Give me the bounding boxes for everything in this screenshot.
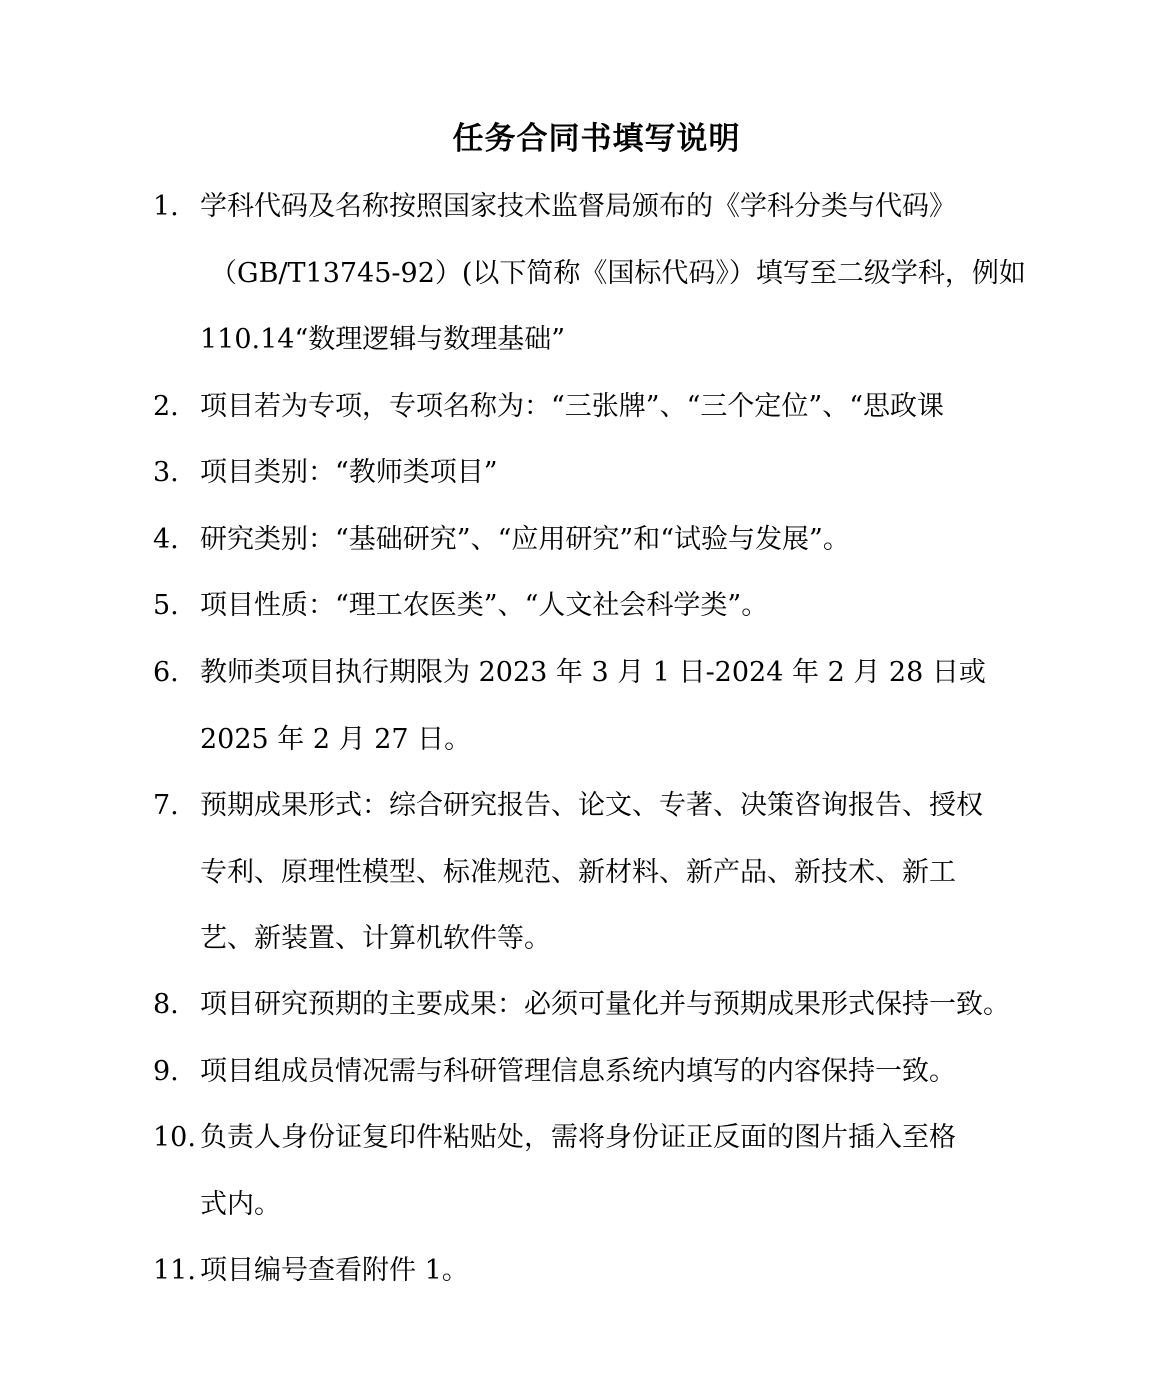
list-item: [153, 1105, 1113, 1238]
list-item: [153, 773, 1113, 973]
list-item-line: 项目组成员情况需与科研管理信息系统内填写的内容保持一致。: [200, 1056, 956, 1087]
list-item-text: [200, 1238, 1060, 1305]
list-item-number: 6.: [153, 657, 179, 688]
list-item: [153, 573, 1113, 640]
list-item-text: [200, 1039, 1060, 1106]
list-item: [153, 507, 1113, 574]
list-item-text: [200, 440, 1060, 507]
list-item-text: [200, 972, 1060, 1039]
list-item: [153, 174, 1113, 374]
list-item-text: [200, 573, 1060, 640]
list-item-number: 8.: [153, 989, 179, 1020]
list-item: [153, 440, 1113, 507]
list-item: [153, 1238, 1113, 1305]
list-item-text: [200, 640, 1060, 773]
list-item: [153, 1039, 1113, 1106]
list-item-text: [200, 374, 1060, 441]
list-item-line: 110.14“数理逻辑与数理基础”: [200, 324, 566, 355]
list-item-line: 负责人身份证复印件粘贴处，需将身份证正反面的图片插入至格: [200, 1122, 956, 1153]
list-item: [153, 640, 1113, 773]
list-item-line: 2025 年 2 月 27 日。: [200, 723, 472, 755]
list-item-line: 项目研究预期的主要成果：必须可量化并与预期成果形式保持一致。: [200, 989, 1010, 1020]
list-item-line: （GB/T13745-92）(以下简称《国标代码》）填写至二级学科，例如: [210, 257, 1026, 289]
page-title: 任务合同书填写说明: [452, 121, 741, 157]
list-item-number: 5.: [153, 590, 179, 621]
list-item-text: [200, 507, 1060, 574]
list-item-number: 10.: [153, 1122, 196, 1153]
list-item-text: [200, 1105, 1060, 1238]
list-item-number: 9.: [153, 1056, 179, 1087]
list-item-line: 项目性质：“理工农医类”、“人文社会科学类”。: [200, 590, 769, 621]
list-item-line: 学科代码及名称按照国家技术监督局颁布的《学科分类与代码》: [200, 191, 956, 222]
list-item-text: [200, 773, 1060, 973]
list-item-line: 专利、原理性模型、标准规范、新材料、新产品、新技术、新工: [200, 856, 956, 888]
list-item: [153, 374, 1113, 441]
list-item-line: 预期成果形式：综合研究报告、论文、专著、决策咨询报告、授权: [200, 790, 983, 821]
list-item-number: 4.: [153, 524, 179, 555]
list-item-line: 式内。: [200, 1188, 281, 1220]
list-item-number: 3.: [153, 457, 179, 488]
list-item-line: 项目编号查看附件 1。: [200, 1255, 469, 1286]
list-item-line: 研究类别：“基础研究”、“应用研究”和“试验与发展”。: [200, 524, 850, 555]
list-item-number: 11.: [153, 1255, 196, 1286]
list-item-text: [200, 174, 1060, 374]
list-item-line: 艺、新装置、计算机软件等。: [200, 923, 551, 954]
list-item-line: 项目若为专项，专项名称为：“三张牌”、“三个定位”、“思政课: [200, 391, 945, 422]
list-item-line: 教师类项目执行期限为 2023 年 3 月 1 日-2024 年 2 月 28 日或: [200, 657, 986, 688]
list-item-number: 1.: [153, 191, 179, 222]
list-item-number: 2.: [153, 391, 179, 422]
list-item-number: 7.: [153, 790, 179, 821]
list-item: [153, 972, 1113, 1039]
list-item-line: 项目类别：“教师类项目”: [200, 457, 498, 488]
